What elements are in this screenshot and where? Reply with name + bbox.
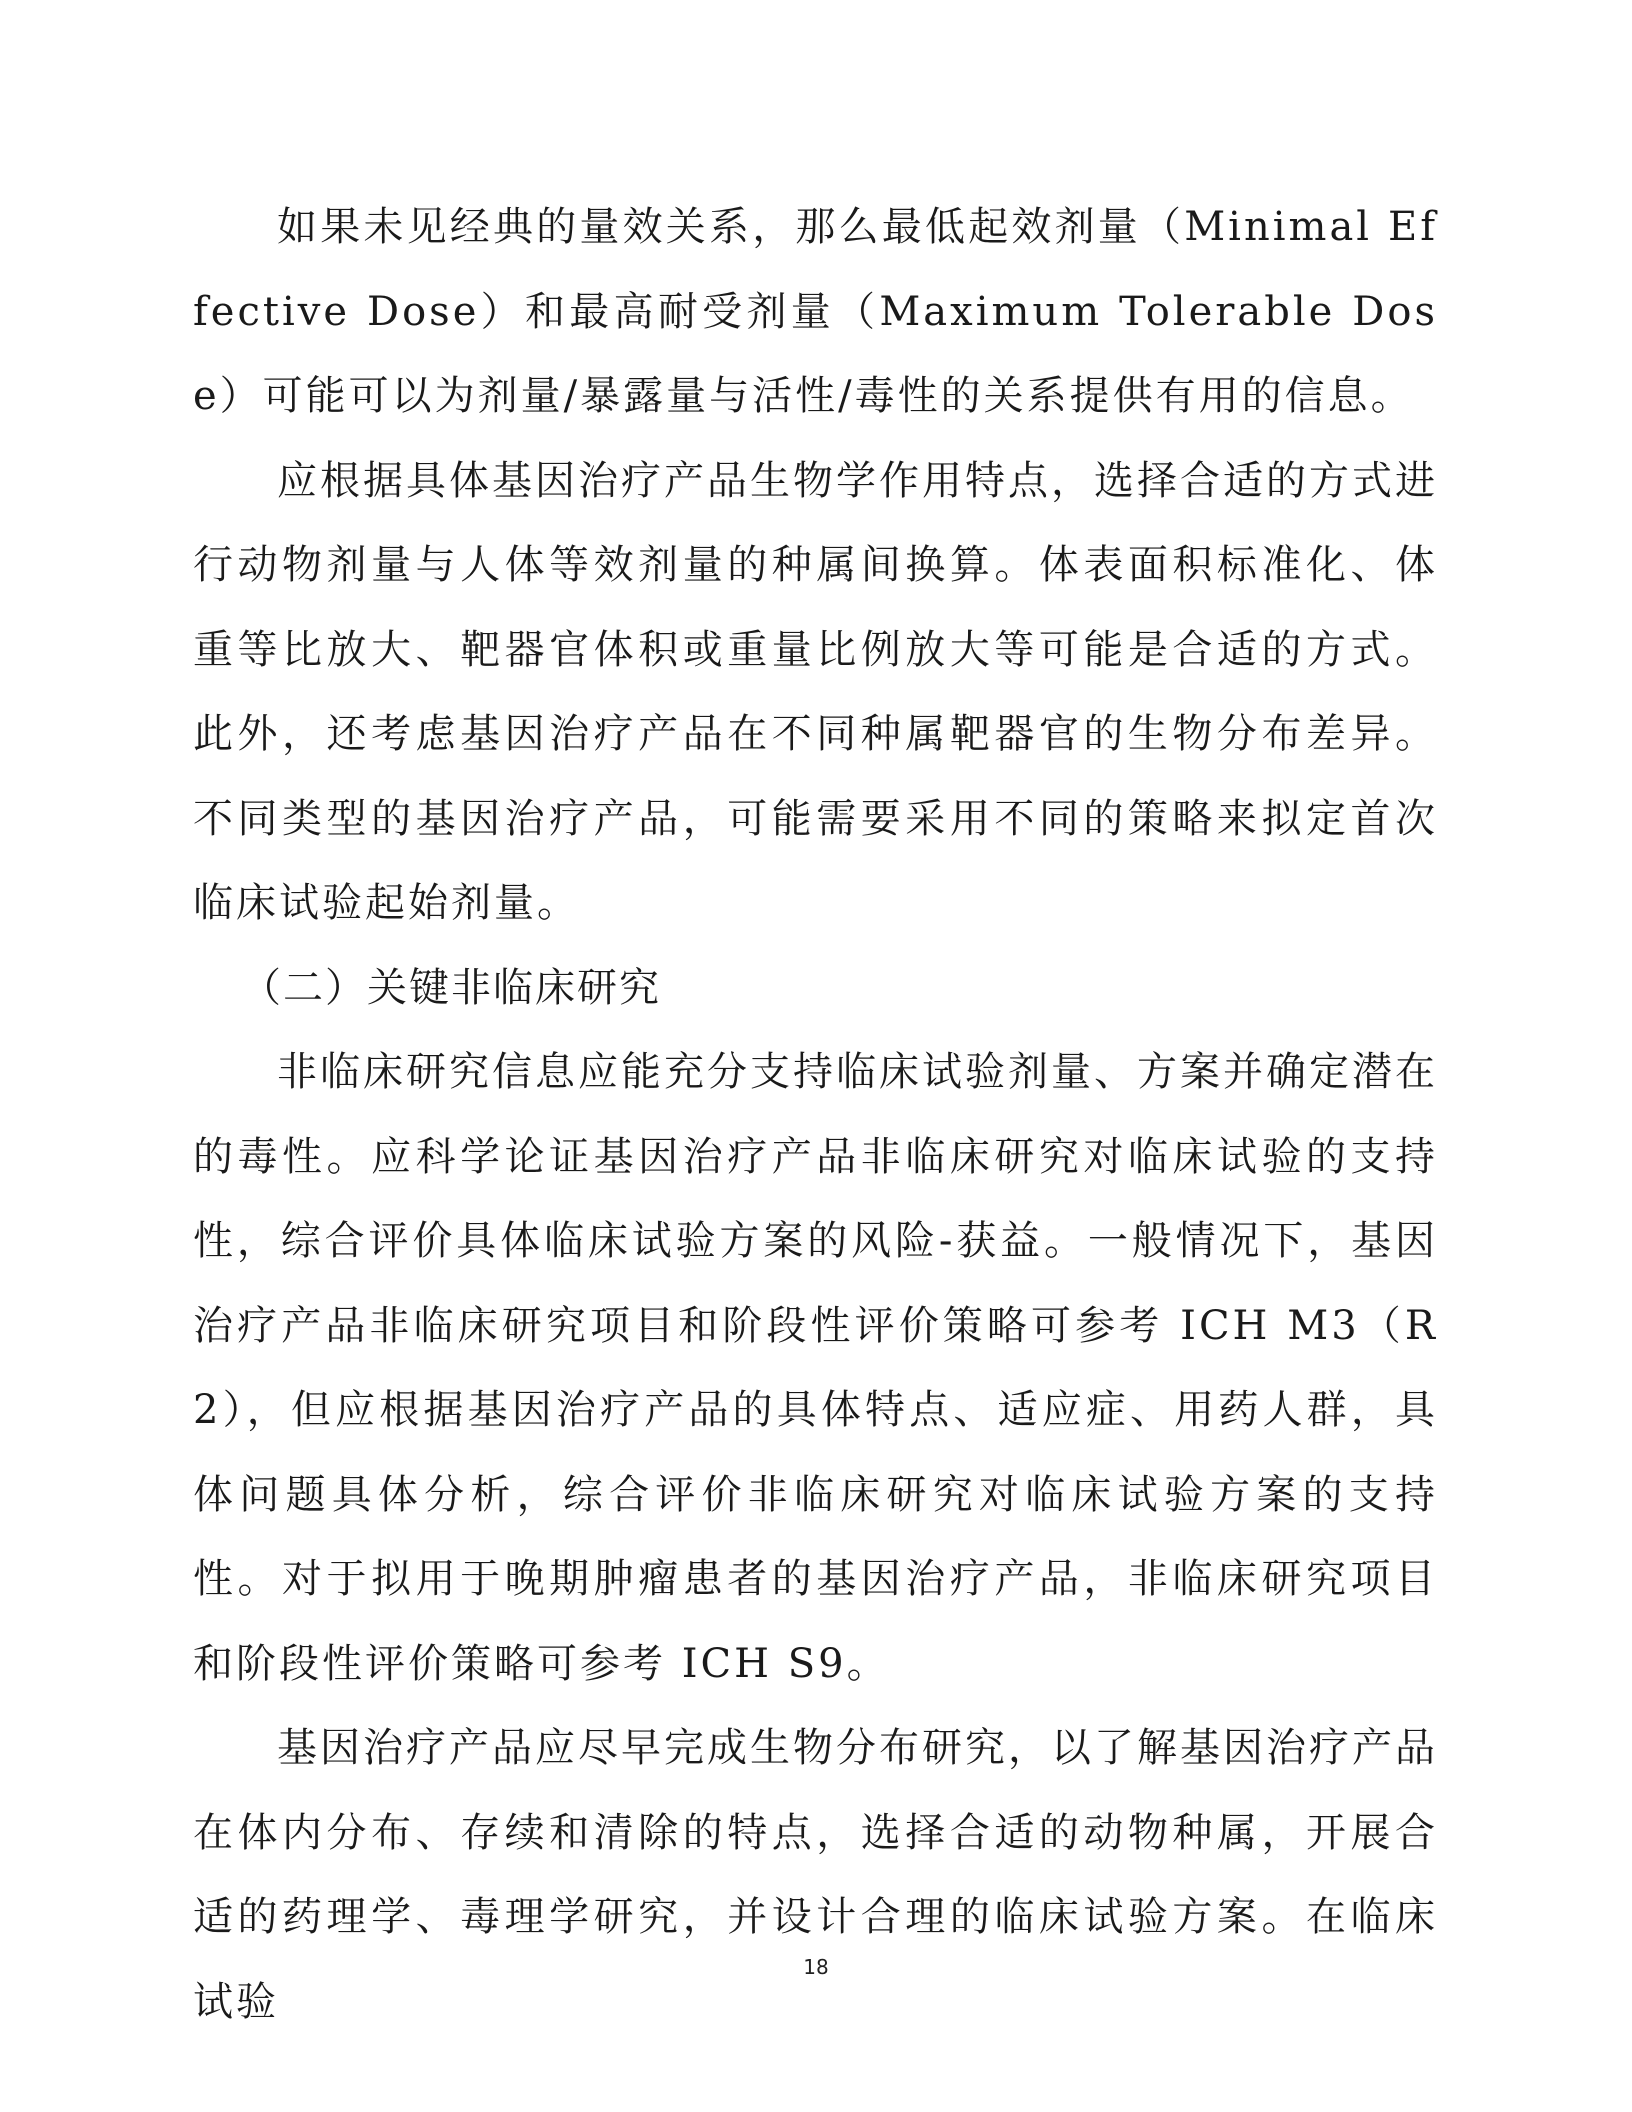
paragraph-dose-relationship: 如果未见经典的量效关系，那么最低起效剂量（Minimal Effective Dose）和最高耐受剂量（Maximum Tolerable Dose）可能可以为剂量/暴露量与活性/毒性的关系提供有用的信息。 [193, 204, 1438, 419]
section-heading: （二）关键非临床研究 [241, 964, 661, 1011]
page-number: 18 [803, 1955, 829, 1979]
page-body [193, 185, 1438, 2044]
paragraph-species-conversion: 应根据具体基因治疗产品生物学作用特点，选择合适的方式进行动物剂量与人体等效剂量的种属间换算。体表面积标准化、体重等比放大、靶器官体积或重量比例放大等可能是合适的方式。此外，还考虑基因治疗产品在不同种属靶器官的生物分布差异。不同类型的基因治疗产品，可能需要采用不同的策略来拟定首次临床试验起始剂量。 [193, 457, 1438, 926]
paragraph-biodistribution: 基因治疗产品应尽早完成生物分布研究，以了解基因治疗产品在体内分布、存续和清除的特点，选择合适的动物种属，开展合适的药理学、毒理学研究，并设计合理的临床试验方案。在临床试验 [193, 1725, 1438, 2025]
paragraph-nonclinical-support: 非临床研究信息应能充分支持临床试验剂量、方案并确定潜在的毒性。应科学论证基因治疗产品非临床研究对临床试验的支持性，综合评价具体临床试验方案的风险-获益。一般情况下，基因治疗产品非临床研究项目和阶段性评价策略可参考 ICH M3（R2），但应根据基因治疗产品的具体特点、适应症、用药人群，具体问题具体分析，综合评价非临床研究对临床试验方案的支持性。对于拟用于晚期肿瘤患者的基因治疗产品，非临床研究项目和阶段性评价策略可参考 ICH S9。 [193, 1049, 1438, 1687]
